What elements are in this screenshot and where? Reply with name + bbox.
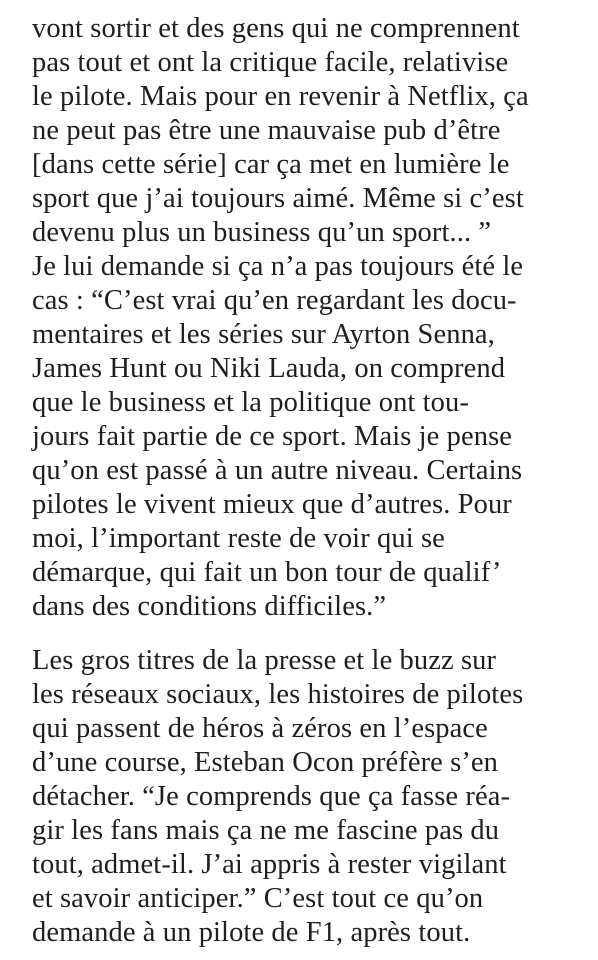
text-line: [dans cette série] car ça met en lumière le <box>32 149 510 180</box>
text-line: vont sortir et des gens qui ne comprennent <box>32 13 520 44</box>
text-line: les réseaux sociaux, les histoires de pilotes <box>32 679 524 710</box>
text-line: le pilote. Mais pour en revenir à Netflix, ça <box>32 81 529 112</box>
text-line: cas : “C’est vrai qu’en regardant les docu- <box>32 285 517 316</box>
text-line: d’une course, Esteban Ocon préfère s’en <box>32 747 499 778</box>
text-line: Je lui demande si ça n’a pas toujours été le <box>32 251 524 282</box>
text-line: gir les fans mais ça ne me fascine pas du <box>32 815 500 846</box>
text-line: que le business et la politique ont tou- <box>32 387 469 418</box>
text-line: jours fait partie de ce sport. Mais je pense <box>32 421 513 452</box>
text-line: qu’on est passé à un autre niveau. Certains <box>32 455 523 486</box>
text-line: pilotes le vivent mieux que d’autres. Pour <box>32 489 512 520</box>
text-line: mentaires et les séries sur Ayrton Senna, <box>32 319 495 350</box>
text-line: qui passent de héros à zéros en l’espace <box>32 713 488 744</box>
text-line: devenu plus un business qu’un sport... ” <box>32 217 492 248</box>
text-line: ne peut pas être une mauvaise pub d’être <box>32 115 501 146</box>
text-line: démarque, qui fait un bon tour de qualif’ <box>32 557 502 588</box>
text-line: tout, admet-il. J’ai appris à rester vigilant <box>32 849 507 880</box>
article-body <box>32 0 572 960</box>
text-line: Les gros titres de la presse et le buzz sur <box>32 645 497 676</box>
text-line: demande à un pilote de F1, après tout. <box>32 917 471 948</box>
text-line: détacher. “Je comprends que ça fasse réa- <box>32 781 511 812</box>
text-line: et savoir anticiper.” C’est tout ce qu’on <box>32 883 484 914</box>
text-line: sport que j’ai toujours aimé. Même si c’est <box>32 183 524 214</box>
text-line: dans des conditions difficiles.” <box>32 591 387 622</box>
text-line: moi, l’important reste de voir qui se <box>32 523 445 554</box>
text-line: James Hunt ou Niki Lauda, on comprend <box>32 353 506 384</box>
text-line: pas tout et ont la critique facile, relativise <box>32 47 509 78</box>
